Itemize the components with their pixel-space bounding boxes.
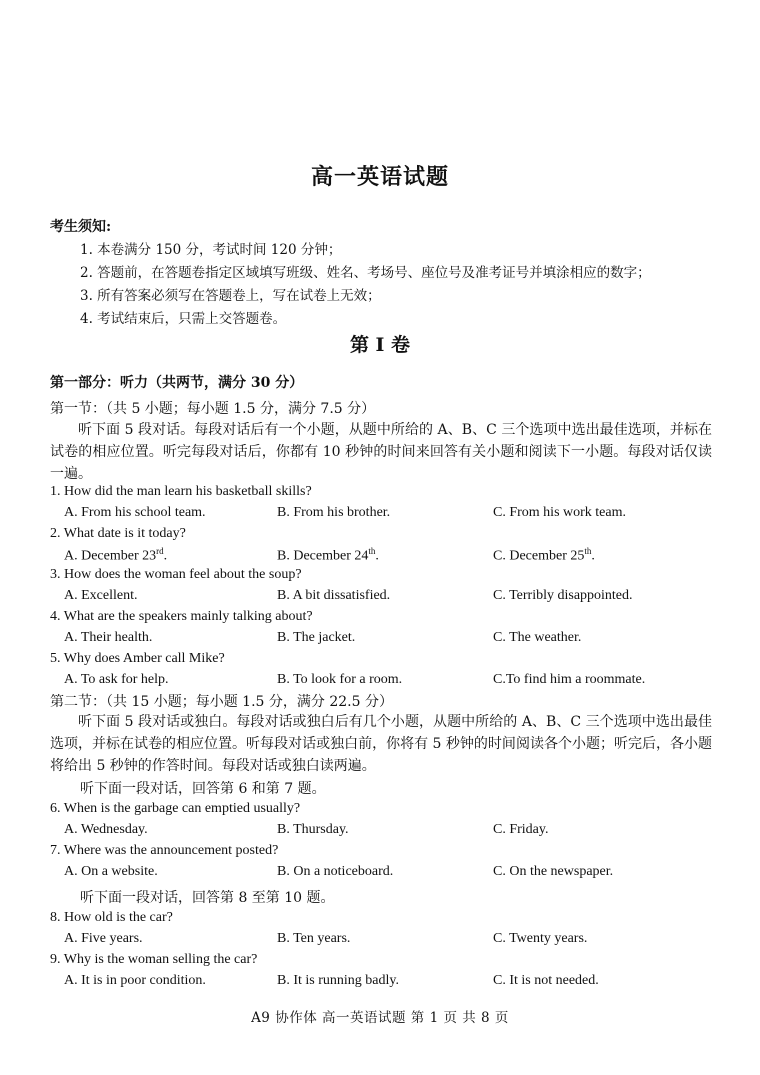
section2-heading: 第二节：（共 15 小题；每小题 1.5 分，满分 22.5 分） [50, 694, 393, 710]
question-7: 7. Where was the announcement posted? [50, 843, 279, 858]
sub-instruction: 听下面一段对话，回答第 8 至第 10 题。 [80, 890, 335, 906]
question-3-option-b: B. A bit dissatisfied. [277, 588, 391, 603]
question-4: 4. What are the speakers mainly talking about? [50, 609, 313, 624]
volume-title: 第 I 卷 [349, 334, 411, 356]
question-4-option-c: C. The weather. [493, 630, 582, 645]
section1-instructions: 听下面 5 段对话。每段对话后有一个小题，从题中所给的 A、B、C 三个选项中选出最佳选项，并标在试卷的相应位置。听完每段对话后，你都有 10 秒钟的时间来回答有关小题和阅读下一小题。每段对话仅读一遍。 [50, 422, 712, 482]
question-7-option-a: A. On a website. [64, 864, 158, 879]
page-footer: A9 协作体 高一英语试题 第 1 页 共 8 页 [251, 1010, 509, 1026]
question-5-option-c: C.To find him a roommate. [493, 672, 646, 687]
question-9-option-c: C. It is not needed. [493, 973, 599, 988]
sub-instruction: 听下面一段对话，回答第 6 和第 7 题。 [80, 781, 326, 797]
question-5: 5. Why does Amber call Mike? [50, 651, 225, 666]
notice-item: 3. 所有答案必须写在答题卷上，写在试卷上无效； [80, 288, 381, 304]
question-7-option-c: C. On the newspaper. [493, 864, 614, 879]
notice-item: 1. 本卷满分 150 分，考试时间 120 分钟； [80, 242, 342, 258]
question-7-option-b: B. On a noticeboard. [277, 864, 394, 879]
question-9: 9. Why is the woman selling the car? [50, 952, 258, 967]
question-1-option-a: A. From his school team. [64, 505, 206, 520]
question-6-option-a: A. Wednesday. [64, 822, 148, 837]
question-6-option-b: B. Thursday. [277, 822, 349, 837]
question-1-option-c: C. From his work team. [493, 505, 626, 520]
question-2: 2. What date is it today? [50, 526, 186, 541]
question-5-option-a: A. To ask for help. [64, 672, 169, 687]
notice-item: 2. 答题前，在答题卷指定区域填写班级、姓名、考场号、座位号及准考证号并填涂相应的数字； [80, 265, 651, 281]
question-9-option-a: A. It is in poor condition. [64, 973, 206, 988]
question-8: 8. How old is the car? [50, 910, 173, 925]
notice-item: 4. 考试结束后，只需上交答题卷。 [80, 311, 287, 327]
question-1-option-b: B. From his brother. [277, 505, 391, 520]
question-3: 3. How does the woman feel about the soup? [50, 567, 302, 582]
question-6: 6. When is the garbage can emptied usually? [50, 801, 301, 816]
question-2-option-b: B. December 24th. [277, 546, 379, 564]
question-8-option-b: B. Ten years. [277, 931, 351, 946]
question-8-option-a: A. Five years. [64, 931, 143, 946]
question-4-option-a: A. Their health. [64, 630, 153, 645]
section2-instructions: 听下面 5 段对话或独白。每段对话或独白后有几个小题，从题中所给的 A、B、C 三个选项中选出最佳选项，并标在试卷的相应位置。听每段对话或独白前，你将有 5 秒钟的时间阅读各个小题；听完后，各小题将给出 5 秒钟的作答时间。每段对话或独白读两遍。 [50, 714, 712, 774]
question-3-option-a: A. Excellent. [64, 588, 138, 603]
question-2-option-c: C. December 25th. [493, 546, 595, 564]
section1-heading: 第一节：（共 5 小题；每小题 1.5 分，满分 7.5 分） [50, 401, 376, 417]
question-3-option-c: C. Terribly disappointed. [493, 588, 633, 603]
question-8-option-c: C. Twenty years. [493, 931, 588, 946]
question-2-option-a: A. December 23rd. [64, 546, 168, 564]
page-title: 高一英语试题 [310, 164, 449, 190]
question-6-option-c: C. Friday. [493, 822, 549, 837]
question-9-option-b: B. It is running badly. [277, 973, 399, 988]
part1-heading: 第一部分：听力（共两节，满分 30 分） [50, 375, 304, 391]
question-1: 1. How did the man learn his basketball skills? [50, 484, 312, 499]
notice-heading: 考生须知: [50, 219, 112, 235]
question-5-option-b: B. To look for a room. [277, 672, 403, 687]
question-4-option-b: B. The jacket. [277, 630, 356, 645]
